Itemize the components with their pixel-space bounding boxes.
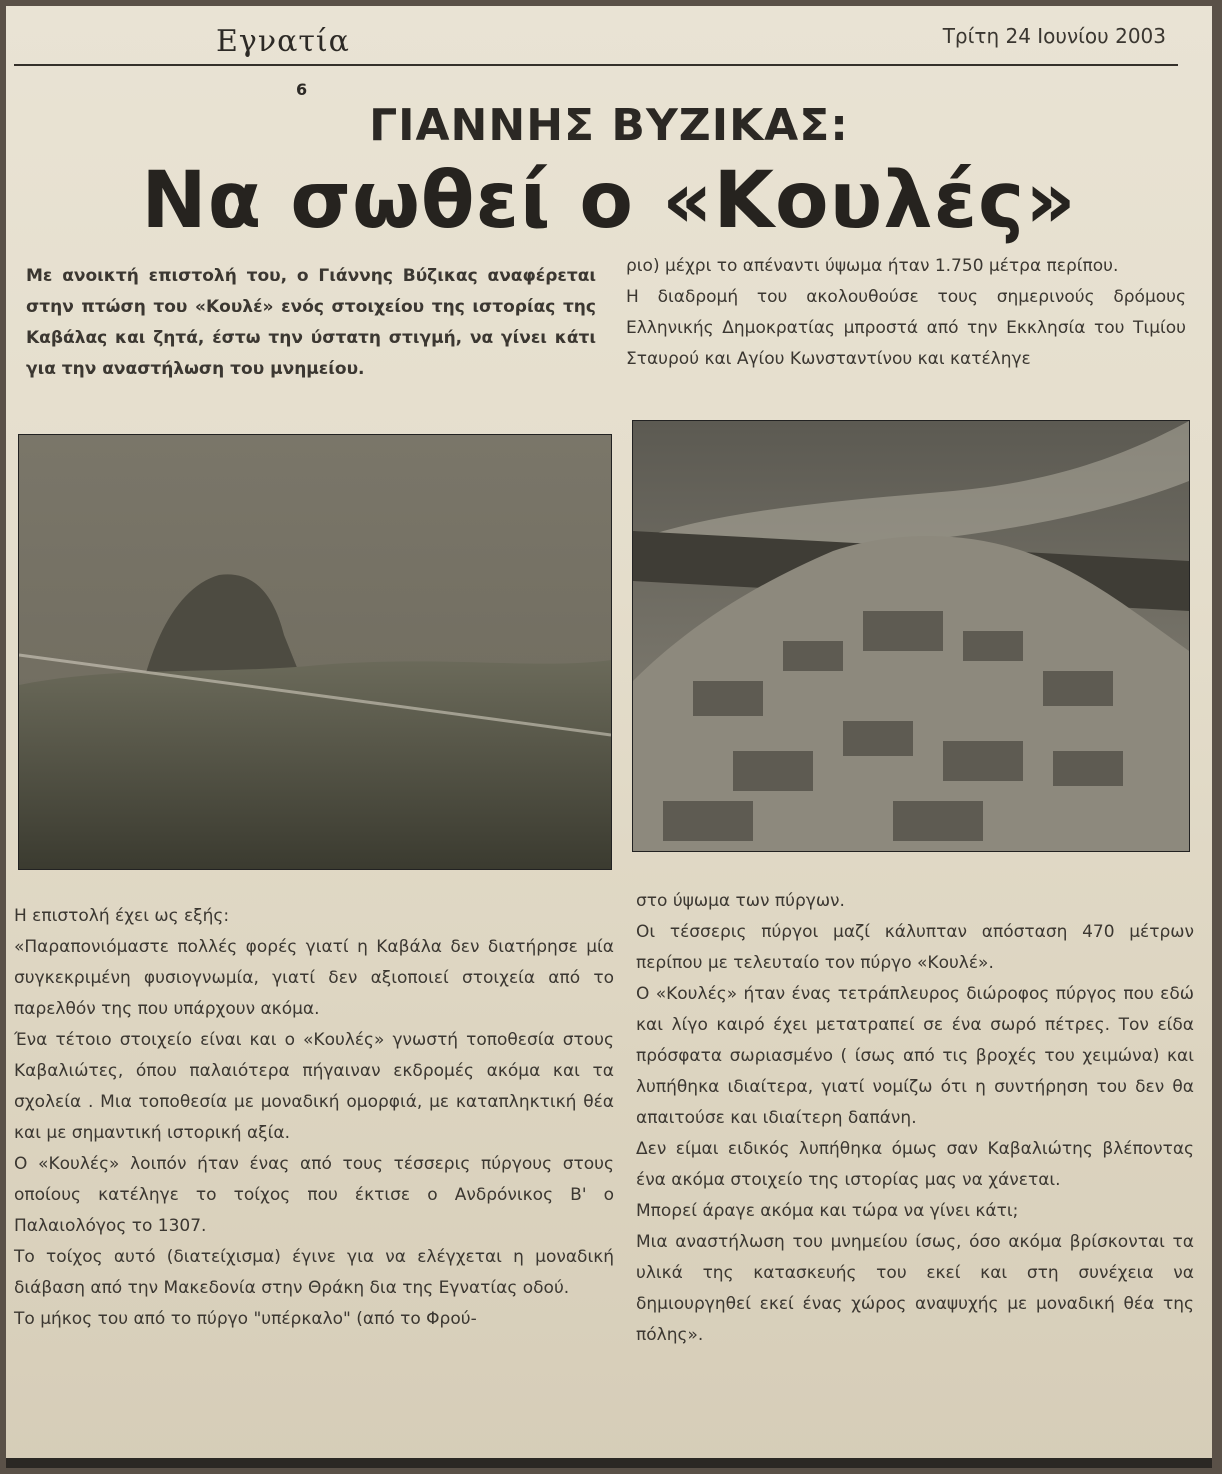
paragraph: Ο «Κουλές» ήταν ένας τετράπλευρος διώροφος πύργος που εδώ και λίγο καιρό έχει μετατραπεί σε ένα σωρό πέτρες. Τον είδα πρόσφατα σωριασμένο ( ίσως από τις βροχές του χειμώνα) και λυπήθηκα ιδιαίτερα, γιατί νομίζω ότι η συντήρηση του δεν θα απαιτούσε και ιδιαίτερη δαπάνη. xyxy=(636,984,1194,1128)
paragraph: Οι τέσσερις πύργοι μαζί κάλυπταν απόσταση 470 μέτρων περίπου με τελευταίο τον πύργο «Κουλέ». xyxy=(636,922,1194,973)
paragraph: Η επιστολή έχει ως εξής: xyxy=(14,906,230,926)
bottom-left-column xyxy=(14,901,614,1335)
bottom-right-column xyxy=(636,886,1194,1351)
paragraph: ριο) μέχρι το απέναντι ύψωμα ήταν 1.750 μέτρα περίπου. xyxy=(626,256,1119,276)
newspaper-page xyxy=(6,6,1212,1468)
paragraph: Ο «Κουλές» λοιπόν ήταν ένας από τους τέσσερις πύργους στους οποίους κατέληγε το τοίχος που έκτισε ο Ανδρόνικος Β' ο Παλαιολόγος το 1307. xyxy=(14,1154,614,1236)
paragraph: Το μήκος του από το πύργο "υπέρκαλο" (από το Φρού- xyxy=(14,1309,477,1329)
paragraph: στο ύψωμα των πύργων. xyxy=(636,891,845,911)
top-right-column xyxy=(626,251,1186,375)
article-lead: Με ανοικτή επιστολή του, ο Γιάννης Βύζικας αναφέρεται στην πτώση του «Κουλέ» ενός στοιχείου της ιστορίας της Καβάλας και ζητά, έστω την ύστατη στιγμή, να γίνει κάτι για την αναστήλωση του μνημείου. xyxy=(26,266,596,379)
stone-pile-image xyxy=(633,421,1189,851)
photo-stone-pile xyxy=(632,420,1190,852)
issue-date: Τρίτη 24 Ιουνίου 2003 xyxy=(942,24,1166,48)
paragraph: Η διαδρομή του ακολουθούσε τους σημερινούς δρόμους Ελληνικής Δημοκρατίας μπροστά από την Εκκλησία του Τιμίου Σταυρού και Αγίου Κωνσταντίνου και κατέληγε xyxy=(626,287,1186,369)
paragraph: Μια αναστήλωση του μνημείου ίσως, όσο ακόμα βρίσκονται τα υλικά της κατασκευής του εκεί και στη συνέχεια να δημιουργηθεί εκεί ένας χώρος αναψυχής με μοναδική θέα της πόλης». xyxy=(636,1232,1194,1345)
newspaper-masthead: Εγνατία xyxy=(216,24,350,59)
paragraph: Δεν είμαι ειδικός λυπήθηκα όμως σαν Καβαλιώτης βλέποντας ένα ακόμα στοιχείο της ιστορίας μας να χάνεται. xyxy=(636,1139,1194,1190)
page-number: 6 xyxy=(296,80,308,99)
next-article-edge xyxy=(6,1458,1212,1468)
paragraph: Το τοίχος αυτό (διατείχισμα) έγινε για να ελέγχεται η μοναδική διάβαση από την Μακεδονία στην Θράκη δια της Εγνατίας οδού. xyxy=(14,1247,614,1298)
tower-ruin-image xyxy=(19,435,611,869)
article-byline: ΓΙΑΝΝΗΣ ΒΥΖΙΚΑΣ: xyxy=(369,100,849,151)
header-rule xyxy=(14,64,1178,66)
article-headline: Να σωθεί ο «Κουλές» xyxy=(141,156,1077,246)
paragraph: Ένα τέτοιο στοιχείο είναι και ο «Κουλές» γνωστή τοποθεσία στους Καβαλιώτες, όπου παλαιότερα πήγαιναν εκδρομές ακόμα και τα σχολεία . Μια τοποθεσία με μοναδική ομορφιά, με καταπληκτική θέα και με σημαντική ιστορική αξία. xyxy=(14,1030,614,1143)
paragraph: Μπορεί άραγε ακόμα και τώρα να γίνει κάτι; xyxy=(636,1201,1019,1221)
photo-tower-ruin xyxy=(18,434,612,870)
paragraph: «Παραπονιόμαστε πολλές φορές γιατί η Καβάλα δεν διατήρησε μία συγκεκριμένη φυσιογνωμία, γιατί δεν αξιοποιεί στοιχεία από το παρελθόν της που υπάρχουν ακόμα. xyxy=(14,937,614,1019)
